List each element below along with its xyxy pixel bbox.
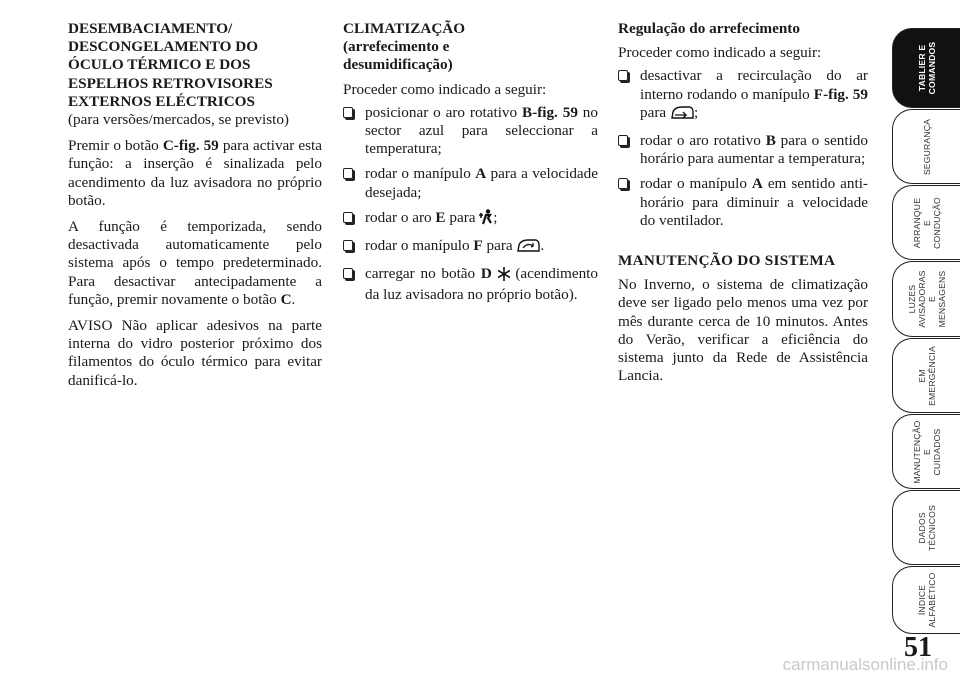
control-ref: E (435, 208, 446, 226)
heading-line: ÓCULO TÉRMICO E DOS (68, 56, 251, 74)
paragraph-maintenance: No Inverno, o sistema de climatização deve ser ligado pelo menos uma vez por mês durante cerca de 10 minutos. Antes do Verão, verificar a eficiência do sistema junto da Rede de Assistência Lancia. (618, 276, 868, 385)
steps-list (343, 104, 598, 305)
text: carregar no botão (365, 265, 481, 283)
text: posicionar o aro rotativo (365, 103, 522, 121)
checkbox-bullet-icon (618, 70, 628, 81)
list-item (343, 165, 598, 201)
control-ref: A (475, 165, 487, 183)
tab-label (917, 504, 937, 550)
tab-seguranca[interactable] (892, 109, 960, 184)
paragraph-timer (68, 218, 322, 309)
column-right (618, 20, 868, 393)
text: para (640, 103, 667, 121)
text: . (291, 290, 296, 308)
section-subheading: (para versões/mercados, se previsto) (68, 111, 289, 129)
text: DADOS TÉCNICOS (916, 504, 937, 551)
tab-label (917, 42, 937, 95)
tab-indice-alfabetico[interactable] (892, 566, 960, 634)
tab-manutencao-cuidados[interactable] (892, 414, 960, 489)
heading-line: ESPELHOS RETROVISORES (68, 74, 273, 92)
tab-label (907, 270, 947, 327)
heading-line: (arrefecimento e (343, 38, 450, 56)
list-item (618, 132, 868, 168)
text: ÍNDICE ALFABÉTICO (916, 572, 937, 628)
tab-luzes-avisadoras[interactable] (892, 261, 960, 337)
outside-air-icon (670, 106, 694, 125)
heading-line: desumidificação) (343, 56, 453, 74)
text: desactivar a recirculação do ar interno rodando o manípulo (640, 67, 868, 103)
text: (acendimento da luz avisadora no próprio botão). (365, 265, 598, 304)
text: MANUTENÇÃO E CUIDADOS (911, 419, 942, 484)
checkbox-bullet-icon (618, 135, 628, 146)
text: para (445, 208, 476, 226)
intro-text: Proceder como indicado a seguir: (618, 44, 822, 62)
section-heading-maintenance: MANUTENÇÃO DO SISTEMA (618, 252, 836, 270)
list-item (343, 104, 598, 159)
control-ref: D (480, 265, 492, 283)
column-middle (343, 20, 598, 312)
seat-person-icon (479, 209, 493, 230)
control-ref: B-fig. 59 (522, 103, 578, 121)
tab-tablier-comandos[interactable] (892, 28, 960, 108)
tab-label (912, 420, 942, 483)
text: Premir o botão (68, 137, 163, 155)
heading-line: DESCONGELAMENTO DO (68, 38, 259, 56)
list-item (343, 265, 598, 304)
tab-em-emergencia[interactable] (892, 338, 960, 413)
text: ; (693, 103, 699, 121)
tab-label (922, 118, 932, 174)
section-heading-climatization (343, 20, 598, 75)
text: para activar esta função: a inserção é sinalizada pelo acendimento da luz avisadora no próprio botão. (68, 137, 323, 209)
column-left (68, 20, 322, 398)
text: rodar o manípulo (365, 165, 476, 183)
text: para a velocidade desejada; (365, 165, 598, 201)
text: em sentido anti-horário para diminuir a velocidade do ventilador. (640, 175, 868, 229)
paragraph-activate (68, 137, 322, 210)
text: LUZES AVISADORAS E MENSAGENS (906, 270, 947, 328)
tab-dados-tecnicos[interactable] (892, 490, 960, 565)
text: para (482, 237, 513, 255)
tab-arranque-conducao[interactable] (892, 185, 960, 260)
heading-line: CLIMATIZAÇÃO (343, 20, 466, 37)
text: rodar o aro (365, 208, 436, 226)
list-item (343, 237, 598, 258)
checkbox-bullet-icon (343, 268, 353, 279)
heading-line: DESEMBACIAMENTO/ (68, 20, 233, 37)
button-ref: C (280, 290, 292, 308)
button-ref: C-fig. 59 (162, 137, 219, 155)
checkbox-bullet-icon (343, 212, 353, 223)
control-ref: B (765, 132, 776, 150)
text: SEGURANÇA (921, 118, 932, 175)
list-item (618, 175, 868, 230)
control-ref: F-fig. 59 (813, 85, 868, 103)
text: . (540, 237, 545, 255)
section-heading-defrost (68, 20, 322, 111)
watermark: carmanualsonline.info (782, 655, 948, 674)
control-ref: A (751, 175, 763, 193)
text: rodar o aro rotativo (640, 132, 766, 150)
checkbox-bullet-icon (343, 168, 353, 179)
checkbox-bullet-icon (343, 107, 353, 118)
text: rodar o manípulo (365, 237, 474, 255)
steps-list (618, 67, 868, 230)
text: EM EMERGÊNCIA (916, 345, 937, 406)
list-item (343, 209, 598, 230)
tab-label (917, 346, 937, 406)
text: no sector azul para seleccionar a temperatura; (365, 103, 598, 158)
text: rodar o manípulo (640, 175, 752, 193)
checkbox-bullet-icon (618, 178, 628, 189)
snowflake-icon (498, 267, 510, 286)
text: para o sentido horário para aumentar a temperatura; (640, 132, 868, 168)
section-heading-cooling: Regulação do arrefecimento (618, 20, 800, 37)
control-ref: F (473, 237, 483, 255)
heading-line: EXTERNOS ELÉCTRICOS (68, 92, 255, 110)
paragraph-warning: AVISO Não aplicar adesivos na parte interna do vidro posterior próximo dos filamentos do óculo térmico para evitar danificá-lo. (68, 317, 322, 389)
text: A função é temporizada, sendo desactivada automaticamente pelo sistema após o tempo predeterminado. Para desactivar antecipadamente a função, premir novamente o botão (68, 218, 322, 308)
list-item (618, 67, 868, 125)
checkbox-bullet-icon (343, 240, 353, 251)
recirculation-icon (516, 239, 540, 258)
text: TABLIER E COMANDOS (916, 41, 937, 95)
text: ; (493, 208, 498, 226)
intro-text: Proceder como indicado a seguir: (343, 80, 547, 98)
text: ARRANQUE E CONDUÇÃO (911, 196, 942, 249)
tab-label (917, 572, 937, 627)
tab-label (912, 197, 942, 249)
page-number: 51 (904, 632, 932, 663)
